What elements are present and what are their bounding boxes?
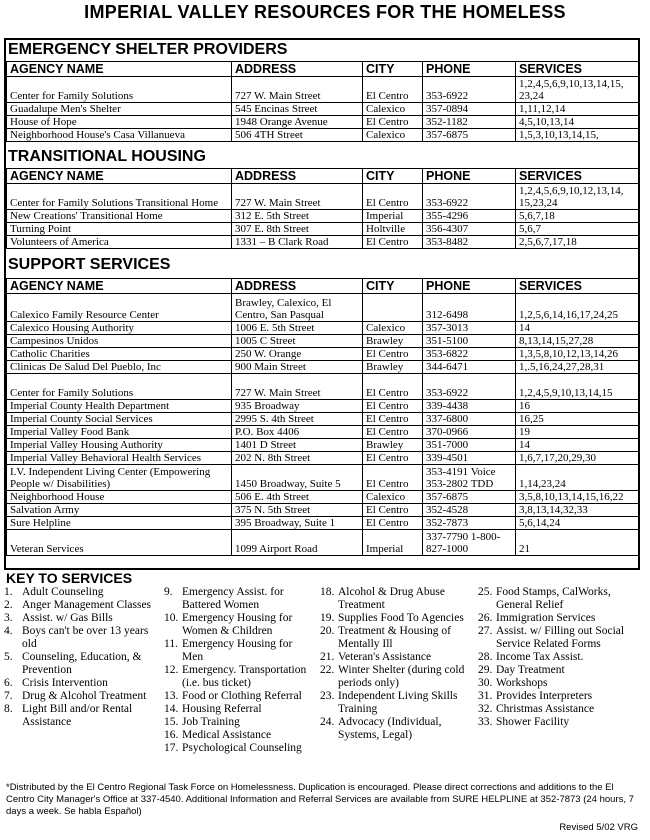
agency-name-cell: Neighborhood House's Casa Villanueva — [7, 129, 232, 142]
key-item — [4, 586, 162, 599]
column-header: ADDRESS — [232, 169, 363, 184]
table-row — [7, 439, 639, 452]
agency-name-cell: Calexico Family Resource Center — [7, 294, 232, 322]
key-item-label: Counseling, Education, & Prevention — [22, 651, 142, 676]
services-cell: 1,2,4,5,6,9,10,12,13,14, 15,23,24 — [516, 184, 639, 210]
address-cell: 307 E. 8th Street — [232, 223, 363, 236]
key-item-number: 26. — [478, 612, 493, 624]
key-item-number: 5. — [4, 651, 13, 663]
table-row — [7, 322, 639, 335]
key-item-label: Job Training — [182, 716, 240, 728]
key-item-number: 29. — [478, 664, 493, 676]
key-item — [164, 729, 316, 742]
address-cell: 727 W. Main Street — [232, 184, 363, 210]
city-cell: Brawley — [363, 361, 423, 374]
phone-cell: 357-3013 — [423, 322, 516, 335]
key-item-label: Adult Counseling — [22, 586, 104, 598]
services-cell: 8,13,14,15,27,28 — [516, 335, 639, 348]
phone-cell: 353-6922 — [423, 374, 516, 400]
address-cell: 395 Broadway, Suite 1 — [232, 517, 363, 530]
services-cell: 1,11,12,14 — [516, 103, 639, 116]
column-header: SERVICES — [516, 62, 639, 77]
key-title: KEY TO SERVICES — [6, 570, 133, 586]
document-title: IMPERIAL VALLEY RESOURCES FOR THE HOMELESS — [84, 2, 566, 22]
column-header: PHONE — [423, 169, 516, 184]
column-header: AGENCY NAME — [7, 169, 232, 184]
city-cell: El Centro — [363, 374, 423, 400]
phone-cell: 353-8482 — [423, 236, 516, 249]
phone-cell: 357-6875 — [423, 491, 516, 504]
key-item — [320, 664, 474, 690]
key-item — [478, 690, 646, 703]
agency-name-cell: Imperial Valley Housing Authority — [7, 439, 232, 452]
city-cell: El Centro — [363, 184, 423, 210]
phone-cell: 339-4438 — [423, 400, 516, 413]
column-header: ADDRESS — [232, 279, 363, 294]
services-cell: 5,6,7 — [516, 223, 639, 236]
key-item — [164, 703, 316, 716]
key-item — [4, 651, 162, 677]
city-cell: El Centro — [363, 517, 423, 530]
key-item-label: Boys can't be over 13 years old — [22, 625, 149, 650]
phone-cell: 351-5100 — [423, 335, 516, 348]
agency-name-cell: House of Hope — [7, 116, 232, 129]
key-item-number: 22. — [320, 664, 335, 676]
key-item — [478, 664, 646, 677]
key-item-number: 18. — [320, 586, 335, 598]
key-item-label: Light Bill and/or Rental Assistance — [22, 703, 133, 728]
section-heading-emergency: EMERGENCY SHELTER PROVIDERS — [8, 41, 288, 58]
phone-cell: 344-6471 — [423, 361, 516, 374]
phone-cell: 352-4528 — [423, 504, 516, 517]
address-cell: 1450 Broadway, Suite 5 — [232, 465, 363, 491]
agency-name-cell: Volunteers of America — [7, 236, 232, 249]
city-cell: Imperial — [363, 210, 423, 223]
table-header-row — [7, 62, 639, 77]
services-cell: 19 — [516, 426, 639, 439]
section-heading-support: SUPPORT SERVICES — [8, 256, 171, 273]
table-body — [7, 77, 639, 142]
revision-note: Revised 5/02 VRG — [559, 822, 638, 833]
table-body — [7, 294, 639, 556]
key-item — [320, 586, 474, 612]
phone-cell: 352-7873 — [423, 517, 516, 530]
key-item-number: 12. — [164, 664, 179, 676]
services-cell: 1,6,7,17,20,29,30 — [516, 452, 639, 465]
section-heading-transitional: TRANSITIONAL HOUSING — [8, 148, 206, 165]
table-row — [7, 103, 639, 116]
key-item-number: 28. — [478, 651, 493, 663]
phone-cell: 351-7000 — [423, 439, 516, 452]
key-item — [4, 690, 162, 703]
city-cell: Holtville — [363, 223, 423, 236]
key-item-number: 20. — [320, 625, 335, 637]
key-item-label: Crisis Intervention — [22, 677, 108, 689]
key-item-label: Housing Referral — [182, 703, 262, 715]
services-cell: 2,5,6,7,17,18 — [516, 236, 639, 249]
phone-cell: 370-0966 — [423, 426, 516, 439]
address-cell: 2995 S. 4th Street — [232, 413, 363, 426]
services-cell: 1,2,4,5,6,9,10,13,14,15, 23,24 — [516, 77, 639, 103]
services-cell: 16 — [516, 400, 639, 413]
key-item — [478, 703, 646, 716]
address-cell: 202 N. 8th Street — [232, 452, 363, 465]
address-cell: Brawley, Calexico, El Centro, San Pasqual — [232, 294, 363, 322]
phone-cell: 355-4296 — [423, 210, 516, 223]
table-row — [7, 335, 639, 348]
address-cell: 900 Main Street — [232, 361, 363, 374]
key-item — [164, 612, 316, 638]
column-header: PHONE — [423, 279, 516, 294]
services-cell: 1,3,5,8,10,12,13,14,26 — [516, 348, 639, 361]
city-cell: El Centro — [363, 116, 423, 129]
agency-name-cell: Calexico Housing Authority — [7, 322, 232, 335]
column-header: SERVICES — [516, 169, 639, 184]
address-cell: 1099 Airport Road — [232, 530, 363, 556]
column-header: CITY — [363, 279, 423, 294]
key-item — [164, 742, 316, 755]
key-item — [320, 690, 474, 716]
table-row — [7, 504, 639, 517]
key-item-number: 14. — [164, 703, 179, 715]
key-item-number: 7. — [4, 690, 13, 702]
agency-name-cell: Imperial County Social Services — [7, 413, 232, 426]
agency-name-cell: Veteran Services — [7, 530, 232, 556]
key-item-number: 3. — [4, 612, 13, 624]
services-cell: 5,6,14,24 — [516, 517, 639, 530]
address-cell: 506 E. 4th Street — [232, 491, 363, 504]
table-row — [7, 452, 639, 465]
key-item-label: Alcohol & Drug Abuse Treatment — [338, 586, 446, 611]
city-cell: El Centro — [363, 236, 423, 249]
phone-cell: 312-6498 — [423, 294, 516, 322]
key-item — [4, 612, 162, 625]
key-item-number: 1. — [4, 586, 13, 598]
key-item — [4, 703, 162, 729]
services-cell: 4,5,10,13,14 — [516, 116, 639, 129]
key-item — [478, 625, 646, 651]
key-item-number: 31. — [478, 690, 493, 702]
key-item-label: Day Treatment — [496, 664, 565, 676]
phone-cell: 339-4501 — [423, 452, 516, 465]
table-row — [7, 184, 639, 210]
column-header: PHONE — [423, 62, 516, 77]
address-cell: 506 4TH Street — [232, 129, 363, 142]
key-item-number: 21. — [320, 651, 335, 663]
agency-name-cell: I.V. Independent Living Center (Empowering People w/ Disabilities) — [7, 465, 232, 491]
city-cell — [363, 294, 423, 322]
key-item-label: Immigration Services — [496, 612, 596, 624]
city-cell: Calexico — [363, 322, 423, 335]
agency-name-cell: Center for Family Solutions Transitional Home — [7, 184, 232, 210]
city-cell: Brawley — [363, 335, 423, 348]
table-row — [7, 129, 639, 142]
city-cell: El Centro — [363, 426, 423, 439]
table-row — [7, 116, 639, 129]
key-item-number: 8. — [4, 703, 13, 715]
key-item-label: Christmas Assistance — [496, 703, 595, 715]
key-item-label: Income Tax Assist. — [496, 651, 584, 663]
key-item-label: Treatment & Housing of Mentally Ill — [338, 625, 451, 650]
table-transitional-housing — [6, 168, 639, 249]
table-emergency-shelters — [6, 61, 639, 142]
address-cell: 1006 E. 5th Street — [232, 322, 363, 335]
table-row — [7, 517, 639, 530]
table-row — [7, 210, 639, 223]
services-cell: 1,.5,16,24,27,28,31 — [516, 361, 639, 374]
services-cell: 3,5,8,10,13,14,15,16,22 — [516, 491, 639, 504]
column-header: AGENCY NAME — [7, 279, 232, 294]
address-cell: 935 Broadway — [232, 400, 363, 413]
key-item-number: 19. — [320, 612, 335, 624]
agency-name-cell: Imperial Valley Behavioral Health Services — [7, 452, 232, 465]
key-column — [164, 586, 316, 755]
key-item-label: Drug & Alcohol Treatment — [22, 690, 147, 702]
key-item-number: 15. — [164, 716, 179, 728]
table-row — [7, 491, 639, 504]
key-item — [164, 638, 316, 664]
services-cell: 21 — [516, 530, 639, 556]
distribution-note: *Distributed by the El Centro Regional Task Force on Homelessness. Duplication is encouraged. Please direct corrections and additions to the El Centro City Manager's Office at 337-4540. Additional Information and Referral Services are available from SURE HELPLINE at 352-7873 (24 hours, 7 days a week. Se habla Español) — [6, 782, 634, 817]
table-row — [7, 77, 639, 103]
city-cell: El Centro — [363, 413, 423, 426]
key-item-label: Assist. w/ Gas Bills — [22, 612, 113, 624]
key-item-number: 23. — [320, 690, 335, 702]
table-row — [7, 236, 639, 249]
column-header: AGENCY NAME — [7, 62, 232, 77]
agency-name-cell: Campesinos Unidos — [7, 335, 232, 348]
city-cell: Calexico — [363, 103, 423, 116]
key-item — [164, 664, 316, 690]
city-cell: Imperial — [363, 530, 423, 556]
table-header-row — [7, 279, 639, 294]
key-item — [4, 677, 162, 690]
address-cell: 1401 D Street — [232, 439, 363, 452]
key-item-number: 30. — [478, 677, 493, 689]
key-item-number: 25. — [478, 586, 493, 598]
key-item-label: Shower Facility — [496, 716, 570, 728]
city-cell: El Centro — [363, 452, 423, 465]
city-cell: Calexico — [363, 129, 423, 142]
city-cell: El Centro — [363, 400, 423, 413]
key-item-label: Veteran's Assistance — [338, 651, 432, 663]
key-item — [164, 690, 316, 703]
address-cell: 1005 C Street — [232, 335, 363, 348]
key-item-label: Workshops — [496, 677, 548, 689]
column-header: SERVICES — [516, 279, 639, 294]
phone-cell: 337-7790 1-800-827-1000 — [423, 530, 516, 556]
column-header: CITY — [363, 62, 423, 77]
city-cell: El Centro — [363, 504, 423, 517]
phone-cell: 353-6822 — [423, 348, 516, 361]
agency-name-cell: Catholic Charities — [7, 348, 232, 361]
services-cell: 14 — [516, 322, 639, 335]
city-cell: Calexico — [363, 491, 423, 504]
phone-cell: 353-4191 Voice 353-2802 TDD — [423, 465, 516, 491]
table-row — [7, 426, 639, 439]
phone-cell: 352-1182 — [423, 116, 516, 129]
services-cell: 3,8,13,14,32,33 — [516, 504, 639, 517]
agency-name-cell: Turning Point — [7, 223, 232, 236]
table-row — [7, 294, 639, 322]
agency-name-cell: Neighborhood House — [7, 491, 232, 504]
agency-name-cell: New Creations' Transitional Home — [7, 210, 232, 223]
services-cell: 1,2,4,5,9,10,13,14,15 — [516, 374, 639, 400]
services-cell: 5,6,7,18 — [516, 210, 639, 223]
key-item-label: Emergency Housing for Women & Children — [182, 612, 293, 637]
key-item — [478, 716, 646, 729]
key-item — [478, 586, 646, 612]
key-item-label: Supplies Food To Agencies — [338, 612, 464, 624]
phone-cell: 357-6875 — [423, 129, 516, 142]
address-cell: 545 Encinas Street — [232, 103, 363, 116]
key-item-number: 13. — [164, 690, 179, 702]
key-item-number: 16. — [164, 729, 179, 741]
table-row — [7, 530, 639, 556]
table-row — [7, 348, 639, 361]
column-header: ADDRESS — [232, 62, 363, 77]
key-column — [320, 586, 474, 742]
services-cell: 16,25 — [516, 413, 639, 426]
address-cell: 375 N. 5th Street — [232, 504, 363, 517]
phone-cell: 356-4307 — [423, 223, 516, 236]
agency-name-cell: Center for Family Solutions — [7, 77, 232, 103]
column-header: CITY — [363, 169, 423, 184]
key-item — [320, 716, 474, 742]
key-item — [478, 651, 646, 664]
key-item-label: Food Stamps, CalWorks, General Relief — [496, 586, 611, 611]
table-row — [7, 374, 639, 400]
key-item-label: Assist. w/ Filling out Social Service Related Forms — [496, 625, 625, 650]
agency-name-cell: Salvation Army — [7, 504, 232, 517]
city-cell: El Centro — [363, 465, 423, 491]
key-item — [4, 599, 162, 612]
table-header-row — [7, 169, 639, 184]
key-item — [320, 612, 474, 625]
phone-cell: 337-6800 — [423, 413, 516, 426]
address-cell: 312 E. 5th Street — [232, 210, 363, 223]
key-item-number: 11. — [164, 638, 178, 650]
agency-name-cell: Guadalupe Men's Shelter — [7, 103, 232, 116]
key-item-number: 6. — [4, 677, 13, 689]
key-item-label: Provides Interpreters — [496, 690, 593, 702]
address-cell: 250 W. Orange — [232, 348, 363, 361]
services-cell: 1,5,3,10,13,14,15, — [516, 129, 639, 142]
table-row — [7, 400, 639, 413]
table-support-services — [6, 278, 639, 556]
key-item-label: Emergency. Transportation (i.e. bus ticket) — [182, 664, 307, 689]
phone-cell: 357-0894 — [423, 103, 516, 116]
key-item-number: 27. — [478, 625, 493, 637]
key-item — [4, 625, 162, 651]
table-row — [7, 361, 639, 374]
key-item-label: Medical Assistance — [182, 729, 272, 741]
key-item-number: 4. — [4, 625, 13, 637]
key-item-number: 10. — [164, 612, 179, 624]
city-cell: Brawley — [363, 439, 423, 452]
key-column — [4, 586, 162, 729]
table-body — [7, 184, 639, 249]
agency-name-cell: Sure Helpline — [7, 517, 232, 530]
table-row — [7, 465, 639, 491]
address-cell: 1948 Orange Avenue — [232, 116, 363, 129]
key-item-label: Independent Living Skills Training — [338, 690, 458, 715]
key-item — [320, 625, 474, 651]
table-row — [7, 223, 639, 236]
address-cell: 727 W. Main Street — [232, 77, 363, 103]
key-item-number: 24. — [320, 716, 335, 728]
agency-name-cell: Center for Family Solutions — [7, 374, 232, 400]
key-item — [164, 586, 316, 612]
key-item-label: Emergency Housing for Men — [182, 638, 293, 663]
key-item-label: Food or Clothing Referral — [182, 690, 302, 702]
key-item-label: Emergency Assist. for Battered Women — [182, 586, 284, 611]
key-item-label: Advocacy (Individual, Systems, Legal) — [338, 716, 442, 741]
agency-name-cell: Imperial Valley Food Bank — [7, 426, 232, 439]
city-cell: El Centro — [363, 77, 423, 103]
services-cell: 1,14,23,24 — [516, 465, 639, 491]
key-item-number: 2. — [4, 599, 13, 611]
key-item — [164, 716, 316, 729]
key-item-number: 32. — [478, 703, 493, 715]
agency-name-cell: Imperial County Health Department — [7, 400, 232, 413]
phone-cell: 353-6922 — [423, 184, 516, 210]
phone-cell: 353-6922 — [423, 77, 516, 103]
key-item — [478, 677, 646, 690]
key-item-label: Psychological Counseling — [182, 742, 302, 754]
agency-name-cell: Clinicas De Salud Del Pueblo, Inc — [7, 361, 232, 374]
services-cell: 1,2,5,6,14,16,17,24,25 — [516, 294, 639, 322]
key-item-number: 9. — [164, 586, 173, 598]
key-item-label: Winter Shelter (during cold periods only) — [338, 664, 465, 689]
address-cell: P.O. Box 4406 — [232, 426, 363, 439]
address-cell: 1331 – B Clark Road — [232, 236, 363, 249]
address-cell: 727 W. Main Street — [232, 374, 363, 400]
key-item-number: 33. — [478, 716, 493, 728]
key-item — [478, 612, 646, 625]
key-item — [320, 651, 474, 664]
key-column — [478, 586, 646, 729]
key-item-label: Anger Management Classes — [22, 599, 152, 611]
table-row — [7, 413, 639, 426]
key-item-number: 17. — [164, 742, 179, 754]
city-cell: El Centro — [363, 348, 423, 361]
services-cell: 14 — [516, 439, 639, 452]
